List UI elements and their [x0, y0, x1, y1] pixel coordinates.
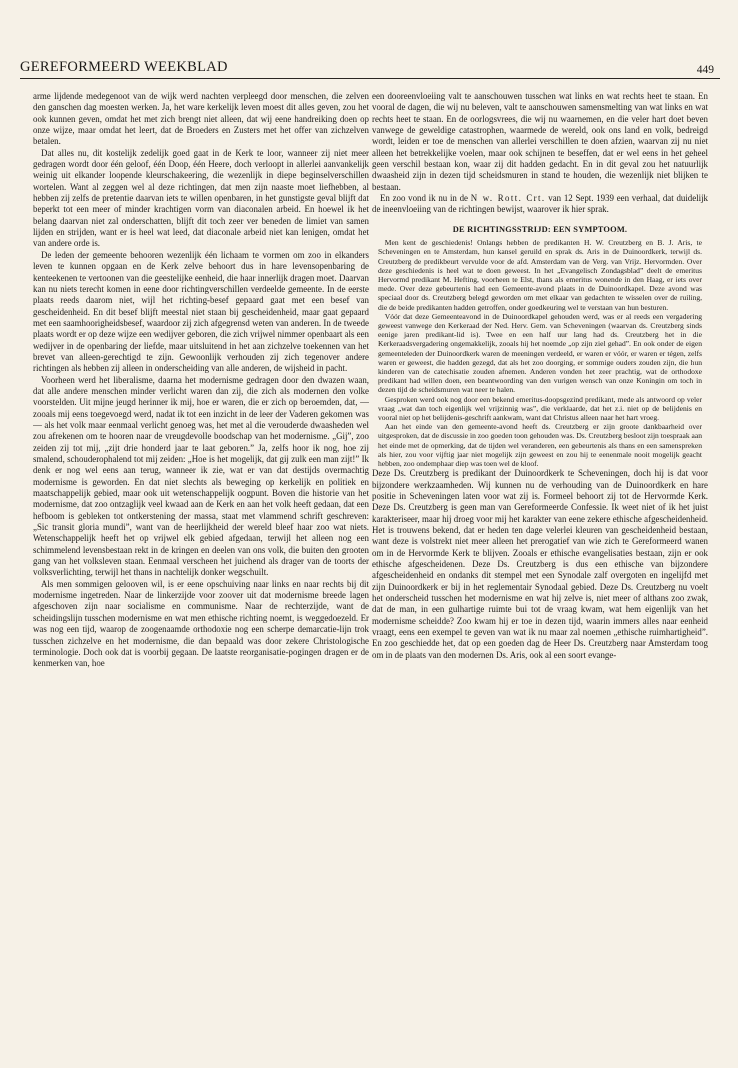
page-number: 449 [696, 64, 714, 76]
quoted-article-title: DE RICHTINGSSTRIJD: EEN SYMPTOOM. [452, 224, 628, 234]
paragraph: arme lijdende medegenoot van de wijk werd nachten verpleegd door menschen, die zelven den ganschen dag moesten werken. Ja, het ware kerkelijk leven moest dit alles geven, zou het ook kunnen geven, omdat het met zich brengt niet alleen, dat wij eene handreiking doen op onze wijze, maar omdat het leert, dat de Broeders en Zusters met het offer van zichzelven betalen. [33, 91, 369, 147]
right-column [372, 91, 708, 1054]
page-header [20, 56, 720, 76]
newspaper-source: N w. Rott. Crt. [470, 193, 546, 204]
left-column [33, 91, 369, 1054]
header-rule [20, 78, 720, 79]
publication-title: GEREFORMEERD WEEKBLAD [20, 59, 228, 75]
quoted-paragraph: Aan het einde van den gemeente-avond heeft ds. Creutzberg er zijn groote dankbaarheid over uitgesproken, dat de discussie in zoo goeden toon gehouden was. Ds. Creutzberg besloot zijn toespraak aan het einde met de opmerking, dat de tijden wel veranderen, een gebeurtenis als thans en een samenspreken als hier, zou voor vijftig jaar niet mogelijk zijn geweest en zou hij te eenenmale nooit mogelijk geacht hebben, zoo ondemphaar diep was toen wel de kloof. [378, 422, 702, 468]
paragraph: Voorheen werd het liberalisme, daarna het modernisme gedragen door den dwazen waan, dat alle andere menschen minder verlicht waren dan zij, die zich als modernen den volke voorstelden. Uit mijne jeugd herinner ik mij, hoe er waren, die er zich op beroemden, dat, — zooals mij eens toegevoegd werd, nadat ik tot een inzicht in de leer der Vaderen gekomen was — als het volk maar eenmaal verlicht genoeg was, het met al die verouderde dwaasheden wel zou afrekenen om te hooren naar de vreugdevolle boodschap van het modernisme. „Gij”, zoo zeiden zij tot mij, „zijt drie honderd jaar te laat geboren.” Ja, zelfs hoor ik nog, hoe zij smalend, schouderophalend tot mij zeiden: „Hoe is het mogelijk, dat gij zulk een man zijt!” Ik denk er nog wel eens aan terug, wanneer ik zie, wat er van dat destijds overmachtig modernisme is geworden. En dat niet slechts als beweging op kerkelijk en politiek en maatschappelijk gebied, maar ook uit wetenschappelijk oogpunt. Boven die historie van het modernisme, dat zoo ontzaglijk veel kwaad aan de Kerk en aan het volk heeft gedaan, dat een hefboom is gebleken tot ontkerstening der massa, staat met vlammend schrift geschreven: „Sic transit gloria mundi”, want van de heerlijkheid der wereld bleef haar zoo wat niets. Wetenschappelijk heeft het op vrijwel elk gebied afgedaan, terwijl het alleen nog een schimmelend levensbestaan rekt in de kringen en deelen van ons volk, die buiten den grooten gang van het volksleven staan. Eenmaal verscheen het juichend als drager van de toorts der volksverlichting, terwijl het thans in nachtelijk donker wegschuilt. [33, 374, 369, 578]
quoted-paragraph: Men kent de geschiedenis! Onlangs hebben de predikanten H. W. Creutzberg en B. J. Aris, te Scheveningen en te Amsterdam, hun kansel geruild en sprak ds. Aris in de Duinoordkerk, terwijl ds. Creutzberg de predikbeurt vervulde voor de afd. Amsterdam van de Verg. van Vrijz. Hervormden. Over deze geschiedenis is heel wat te doen geweest. In het „Evangelisch Zondagsblad” deelt de emeritus Hervormd predikant M. Hefting, voorheen te Elst, thans als emeritus wonende in den Haag, er iets over mede. Over deze gebeurtenis had een Gemeente-avond plaats in de Duinoordkapel. Deze avond was speciaal door ds. Creutzberg belegd geworden om met elkaar van gedachten te wisselen over de ruiling, die de beide predikanten hadden getroffen, onder goedkeuring wel te verstaan van hun besturen. [378, 238, 702, 312]
paragraph: een dooreenvloeiing valt te aanschouwen tusschen wat links en wat rechts heet te staan. En vooral de dagen, die wij nu beleven, valt te aanschouwen samensmelting van wat links en wat rechts heet te staan. En de oorlogsvrees, die wij nu waarnemen, en die veler hart doet beven vanwege de geweldige catastrophen, waarmede de wereld, ook ons land en volk, bedreigd wordt, leiden er toe de menschen van allerlei verschillen te doen afzien, waarvan zij nu niet alleen het betrekkelijke voelen, maar ook schijnen te beseffen, dat er wel eens in het geheel geen verschil bestaan kon, waar zij dit hadden gedacht. En in dit geval zou het natuurlijk dwaasheid zijn in dezen tijd scheidsmuren in stand te houden, die wezenlijk niet blijken te bestaan. [372, 91, 708, 192]
paragraph-with-source [372, 193, 708, 216]
paragraph: Als men sommigen gelooven wil, is er eene opschuiving naar links en naar rechts bij dit modernisme ingetreden. Naar de linkerzijde voor zoover uit dat modernisme breede lagen afgeschoven zijn naar socialisme en communisme. Naar de rechterzijde, want de scheidingslijn tusschen modernisme en wat men ethische richting noemt, is weggedoezeld. Er was nog een tijd, waarop de zoogenaamde orthodoxie nog een scherpe demarcatie-lijn trok tusschen zichzelve en het modernisme, die dan bepaald was door zekere Christologische terminologie. Doch ook dat is voorbij gegaan. De laatste reorganisatie-pogingen dragen er de kenmerken van, hoe [33, 578, 369, 669]
paragraph: De leden der gemeente behooren wezenlijk één lichaam te vormen om zoo in elkanders leven te kunnen opgaan en de Kerk zelve behoort dus in hare levensopenbaring de kenteekenen te vertoonen van die geestelijke eenheid, die haar innerlijk dragen moet. Daarvan kan nu niets terecht komen in eene door richtingverschillen verdeelde gemeente. In de eerste plaats reeds daarom niet, wijl het richting-besef gepaard gaat met een besef van gescheidenheid. En dit besef blijft meestal niet staan bij gescheidenheid, maar gaat gepaard met een saamhoorigheidsbesef, waardoor zij zich afgegrensd weten van anderen. In de tweede plaats wordt er op deze wijze een wedijver geboren, die zich vrijwel nimmer openbaart als een wedijver in de openbaring der liefde, maar uitsluitend in het aan zichzelve toekennen van het brevet van alleen-gerechtigd te zijn. Gewoonlijk verhouden zij zich tegenover andere richtingen als hebben zij alleen in onderscheiding van alle anderen, de wijsheid in pacht. [33, 249, 369, 374]
text-run: En zoo vond ik nu in de [380, 193, 471, 204]
quoted-paragraph: Vóór dat deze Gemeenteavond in de Duinoordkapel gehouden werd, was er al reeds een vergadering geweest vanwege den Kerkeraad der Ned. Herv. Gem. van Scheveningen (waarvan ds. Creutzberg sinds eenige jaren predikant-lid is). Twee en een half uur lang had ds. Creutzberg het in die Kerkeraadsvergadering ongemakkelijk, zooals hij het noemde „op zijn ziel gehad”. En ook onder de eigen gemeenteleden der Duinoordkerk waren de meeningen verdeeld, er waren er vóór, er waren er tégen, zelfs waren er geweest, die hadden gezegd, dat als het zoo doorging, er sommige ouders zouden zijn, die hun kinderen van de catechisatie zouden afnemen. Anderen vonden het zeer prachtig, wat de orthodoxe predikant had willen doen, een beantwoording van den vurigen wensch van onze Koningin om toch in dezen tijd de scheidsmuren wat neer te halen. [378, 311, 702, 395]
paragraph: Deze Ds. Creutzberg is predikant der Duinoordkerk te Scheveningen, doch hij is dat voor bijzondere werkzaamheden. Wij kunnen nu de verhouding van de Duinoordkerk en hare positie in Scheveningen laten voor wat zij is. Formeel behoort zij tot de Hervormde Kerk. Deze Ds. Creutzberg is geen man van Gereformeerde Confessie. Ik weet niet of ik het juist karakteriseer, maar hij droeg voor mij het karakter van eene zekere ethische afgescheidenheid. Het is trouwens bekend, dat er heden ten dage velerlei kleuren van gescheidenheid bestaan, want deze is volstrekt niet meer alleen het prerogatief van wie zich te Gereformeerd wanen om in de Hervormde Kerk te blijven. Zooals er ethische evangelisaties bestaan, zijn er ook ethische afgescheidenen. Deze Ds. Creutzberg is dus een ethische van bijzondere afgescheidenheid en ondanks dit stempel met een Synodale zalf overgoten en ingelijfd met zijn Duinoordkerk er bij in het reglementair Synodaal gebied. Deze Ds. Creutzberg nu voelt het onderscheid tusschen het modernisme en wat hij zelve is, niet meer of althans zoo zwak, dat de man, in een gulhartige ruimte bui tot de vraag kwam, wat hem eigenlijk van het modernisme scheidde? Zoo kwam hij er toe in dezen tijd, waarin immers alles naar eenheid vraagt, eens een exempel te geven van wat ik nu maar zal noemen „ethische ruimhartigheid”. En zoo geschiedde het, dat op een goeden dag de Heer Ds. Creutzberg naar Amsterdam toog om in de plaats van den modernen Ds. Aris, ook al een soort evange- [372, 468, 708, 660]
quoted-article [378, 238, 702, 468]
paragraph: Dat alles nu, dit kostelijk zedelijk goed gaat in de Kerk te loor, wanneer zij niet meer gedragen wordt door één geloof, één Doop, één Heere, doch verloopt in allerlei aanvankelijk weinig uit elkander loopende kleurschakeering, die wezenlijk in diepe beginselverschillen wortelen. Want al zeggen wel al deze richtingen, dat men zijn naaste moet liefhebben, al hebben zij zelfs de pretentie daarvan iets te willen openbaren, in het gunstigste geval blijft dat beperkt tot een meer of minder krachtigen vorm van diaconalen arbeid. En hoewel ik het belang daarvan niet zal onderschatten, blijft dit toch zeer ver beneden de limiet van samen lijden en strijden, want er is heel wat leed, dat diaconale arbeid niet kan lenigen, omdat het van andere orde is. [33, 147, 369, 249]
quoted-paragraph: Gesproken werd ook nog door een bekend emeritus-doopsgezind predikant, mede als antwoord op veler vraag „wat dan toch eigenlijk wel vrijzinnig was”, die verklaarde, dat het z.i. niet op de belijdenis en vooral niet op het belijdenis-geschrift aankwam, want dat Christus alleen naar het hart vroeg. [378, 394, 702, 422]
text-run: van 12 Sept. 1939 een verhaal, dat duidelijk de ineenvloeiing van de richtingen bewijst, waarover ik hier sprak. [372, 193, 708, 215]
